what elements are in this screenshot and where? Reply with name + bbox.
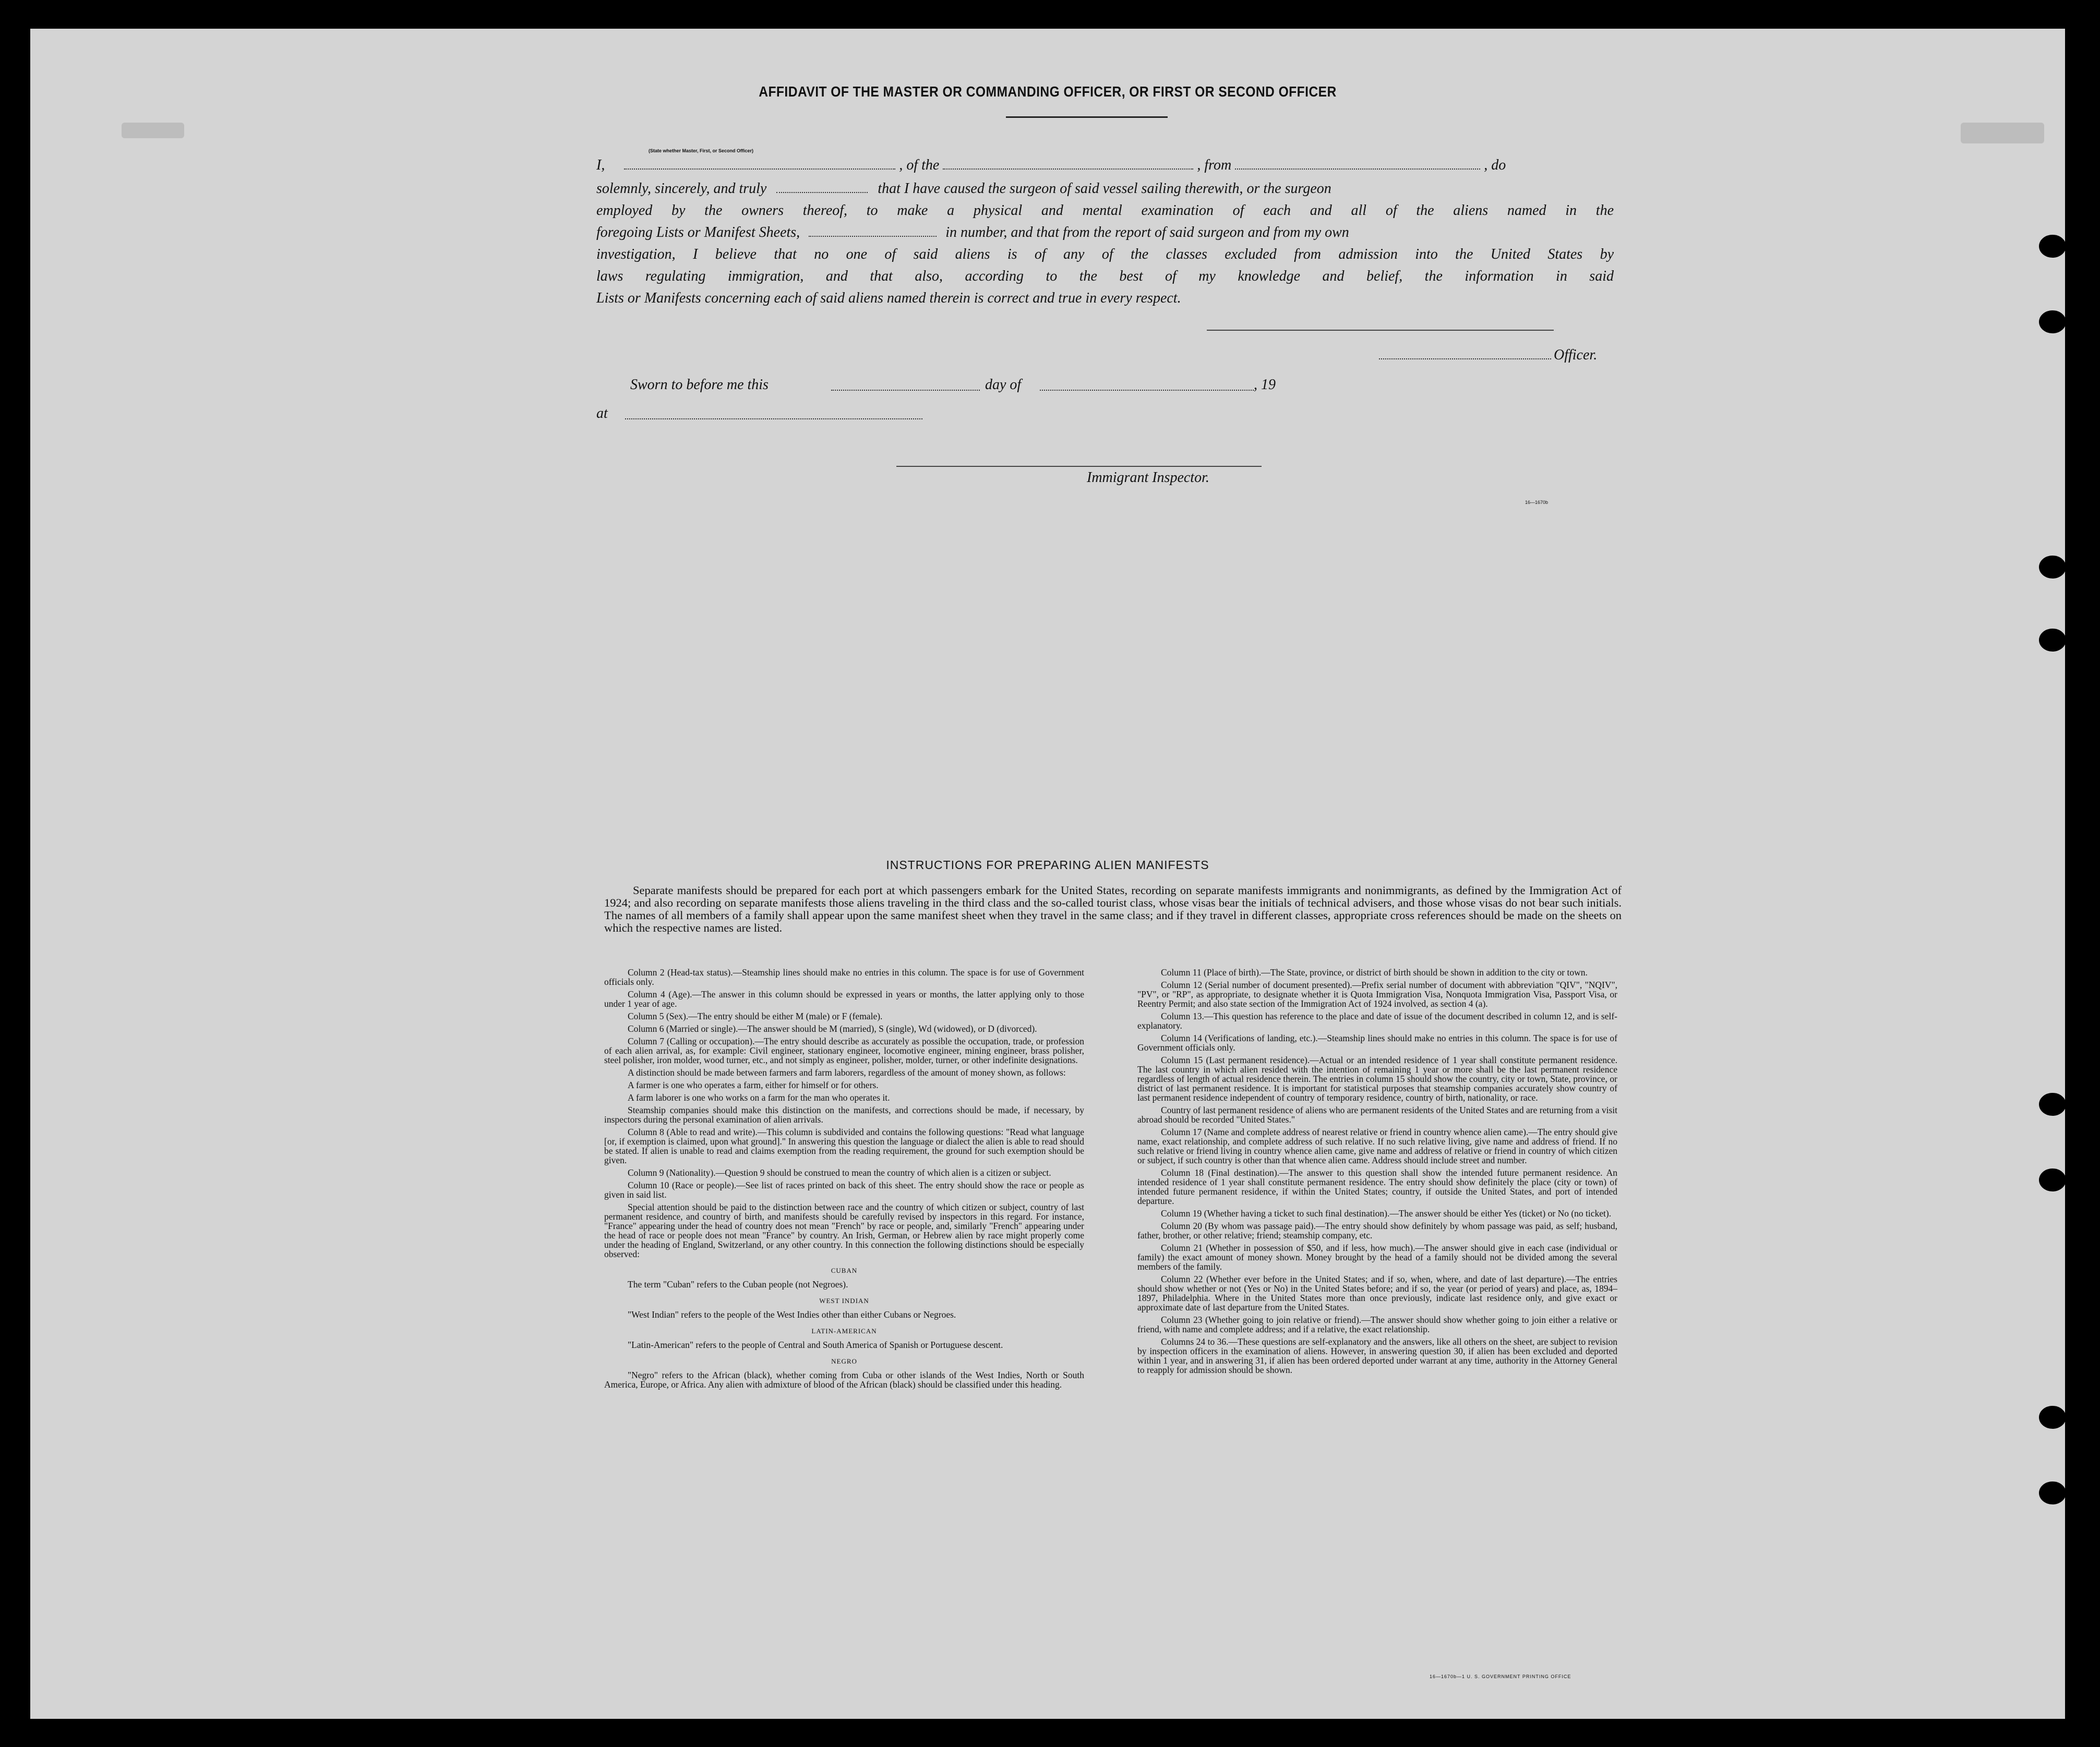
officer-label: Officer. [1554, 347, 1598, 363]
inspector-label: Immigrant Inspector. [1087, 469, 1209, 486]
smudge-mark [1961, 123, 2044, 143]
punch-hole [2039, 1093, 2066, 1116]
do-label: , do [1484, 157, 1506, 173]
vessel-name-field[interactable] [943, 162, 1193, 170]
instruction-paragraph: Column 8 (Able to read and write).—This column is subdivided and contains the following questions: "Read what language [or, if exemption is claimed, upon what ground]." In answering this question the language or dialect the alien is able to read should be stated. If alien is unable to read and claims exemption from the reading requirement, the ground for such exemption should be given. [604, 1127, 1084, 1165]
line4-end: in number, and that from the report of said surgeon and from my own [945, 224, 1349, 240]
instruction-paragraph: Column 10 (Race or people).—See list of races printed on back of this sheet. The entry should show the race or people as given in said list. [604, 1180, 1084, 1200]
punch-hole [2039, 556, 2066, 579]
officer-rank-field[interactable] [624, 162, 895, 170]
line5-text: investigation, I believe that no one of said aliens is of any of the classes excluded from admission into the United States by [596, 246, 1614, 262]
punch-hole [2039, 310, 2066, 333]
instruction-paragraph: Column 20 (By whom was passage paid).—The entry should show definitely by whom passage was paid, as self; husband, father, brother, or other relative; friend; steamship company, etc. [1137, 1221, 1617, 1240]
instruction-paragraph: Column 2 (Head-tax status).—Steamship lines should make no entries in this column. The space is for use of Government officials only. [604, 967, 1084, 987]
instruction-paragraph: A farmer is one who operates a farm, either for himself or for others. [628, 1080, 879, 1090]
line2-end: that I have caused the surgeon of said vessel sailing therewith, or the surgeon [878, 180, 1331, 197]
instruction-paragraph: Column 6 (Married or single).—The answer should be M (married), S (single), Wd (widowed), or D (divorced). [628, 1023, 1037, 1034]
line2-start: solemnly, sincerely, and truly [596, 180, 767, 197]
instruction-paragraph: Column 18 (Final destination).—The answer to this question shall show the intended future permanent residence. An intended residence of 1 year shall constitute permanent residence. The entry should show definitely the place (city or town) of intended future permanent residence, if within the United States; country, if outside the United States, and port of intended departure. [1137, 1167, 1617, 1206]
instructions-right-column [1137, 968, 1617, 1378]
instruction-paragraph: Column 17 (Name and complete address of nearest relative or friend in country whence alien came).—The entry should give name, exact relationship, and complete address of such relative. If no such relative living, give name and address of friend. If no such relative or friend living in country whence alien came, give name and address of relative or friend in country of which citizen or subject, if such country is other than that whence alien came. Address should include street and number. [1137, 1127, 1617, 1165]
punch-hole [2039, 1406, 2066, 1429]
cuban-heading: CUBAN [831, 1267, 858, 1274]
at-label: at [596, 405, 608, 421]
instruction-paragraph: Special attention should be paid to the distinction between race and the country of which citizen or subject, country of last permanent residence, and country of birth, and manifests should be carefully revised by inspectors in this regard. For instance, "France" appearing under the head of country does not mean "French" by race or people, and, similarly "French" appearing under the head of race or people does not mean "France" by country. An Irish, German, or Hebrew alien by race might properly come under the heading of England, Switzerland, or any other country. In this connection the following distinctions should be especially observed: [604, 1202, 1084, 1259]
line6-text: laws regulating immigration, and that also, according to the best of my knowledge and belief, the information in said [596, 268, 1614, 284]
negro-definition: "Negro" refers to the African (black), whether coming from Cuba or other islands of the West Indies, North or South America, Europe, or Africa. Any alien with admixture of blood of the African (black) should be classified under this heading. [604, 1370, 1084, 1390]
state-rank-note: (State whether Master, First, or Second Officer) [649, 148, 754, 153]
smudge-mark [122, 123, 184, 138]
of-the-label: , of the [899, 157, 940, 173]
line4-start: foregoing Lists or Manifest Sheets, [596, 224, 800, 240]
affidavit-line-4 [596, 224, 1614, 242]
instruction-paragraph: Column 11 (Place of birth).—The State, province, or district of birth should be shown in addition to the city or town. [1161, 967, 1588, 978]
officer-name-field[interactable] [1379, 352, 1551, 359]
printer-imprint: 16—1670b—1 U. S. GOVERNMENT PRINTING OFFICE [1430, 1674, 1571, 1679]
west-indian-heading: WEST INDIAN [819, 1297, 869, 1305]
instruction-paragraph: Column 14 (Verifications of landing, etc.).—Steamship lines should make no entries in this column. The space is for use of Government officials only. [1137, 1033, 1617, 1053]
negro-heading: NEGRO [831, 1357, 857, 1365]
line3-text: employed by the owners thereof, to make a physical and mental examination of each and all of the aliens named in the [596, 202, 1614, 219]
sworn-day-field[interactable] [831, 383, 980, 391]
instruction-paragraph: Column 4 (Age).—The answer in this column should be expressed in years or months, the latter applying only to those under 1 year of age. [604, 989, 1084, 1009]
instruction-paragraph: Column 13.—This question has reference to the place and date of issue of the document described in column 12, and is self-explanatory. [1137, 1011, 1617, 1031]
instructions-left-column [604, 968, 1084, 1392]
instruction-paragraph: Steamship companies should make this distinction on the manifests, and corrections should be made, if necessary, by inspectors during the personal examination of alien arrivals. [604, 1105, 1084, 1125]
sworn-place-field[interactable] [625, 412, 922, 419]
instruction-paragraph: Column 21 (Whether in possession of $50, and if less, how much).—The answer should give in each case (individual or family) the exact amount of money shown. Money brought by the head of a family should not be divided among the several members of the family. [1137, 1243, 1617, 1272]
instruction-paragraph: Column 9 (Nationality).—Question 9 should be construed to mean the country of which alien is a citizen or subject. [628, 1167, 1051, 1178]
instruction-paragraph: Column 5 (Sex).—The entry should be either M (male) or F (female). [628, 1011, 883, 1021]
instructions-title: INSTRUCTIONS FOR PREPARING ALIEN MANIFESTS [886, 858, 1209, 872]
day-of-label: day of [985, 377, 1022, 393]
punch-hole [2039, 1168, 2066, 1191]
sworn-label: Sworn to before me this [630, 377, 769, 393]
number-of-sheets-field[interactable] [809, 230, 937, 237]
i-word: I, [596, 157, 605, 173]
manifest-back-sheet [30, 29, 2065, 1719]
instruction-paragraph: Country of last permanent residence of aliens who are permanent residents of the United States and are returning from a visit abroad should be recorded "United States." [1137, 1105, 1617, 1125]
affidavit-title: AFFIDAVIT OF THE MASTER OR COMMANDING OFFICER, OR FIRST OR SECOND OFFICER [759, 83, 1337, 100]
cuban-definition: The term "Cuban" refers to the Cuban people (not Negroes). [628, 1279, 848, 1290]
instruction-paragraph: Column 12 (Serial number of document presented).—Prefix serial number of document with abbreviation "QIV", "NQIV", "PV", or "RP", as appropriate, to designate whether it is Quota Immigration Visa, Nonquota Immigration Visa, Passport Visa, or Reentry Permit; and also state section of the Immigration Act of 1924 involved, as section 4 (a). [1137, 980, 1617, 1009]
affidavit-line-1 [596, 156, 1614, 174]
title-divider [1006, 116, 1168, 118]
inspector-signature-line[interactable] [896, 466, 1262, 467]
affidavit-line-2 [596, 180, 1614, 198]
officer-signature-line[interactable] [1207, 330, 1554, 331]
oath-field[interactable] [776, 186, 868, 193]
affidavit-line-6 [596, 268, 1614, 285]
instruction-paragraph: Column 19 (Whether having a ticket to such final destination).—The answer should be either Yes (ticket) or No (no ticket). [1161, 1208, 1612, 1219]
instruction-paragraph: Column 23 (Whether going to join relative or friend).—The answer should show whether going to join either a relative or friend, with name and complete address; and if a relative, the exact relationship. [1137, 1315, 1617, 1334]
latin-american-definition: "Latin-American" refers to the people of Central and South America of Spanish or Portuguese descent. [628, 1340, 1003, 1350]
affidavit-line-5 [596, 246, 1614, 263]
latin-american-heading: LATIN-AMERICAN [811, 1327, 877, 1335]
affidavit-line-7 [596, 290, 1614, 307]
punch-hole [2039, 629, 2066, 652]
punch-hole [2039, 235, 2066, 258]
instruction-paragraph: Column 7 (Calling or occupation).—The entry should describe as accurately as possible the occupation, trade, or profession of each alien arrival, as, for example: Civil engineer, stationary engineer, locomotive engineer, mining engineer, brass polisher, steel polisher, iron molder, wood turner, etc., and not simply as engineer, polisher, molder, turner, or other indefinite designations. [604, 1036, 1084, 1065]
instruction-paragraph: A distinction should be made between farmers and farm laborers, regardless of the amount of money shown, as follows: [628, 1067, 1066, 1078]
port-from-field[interactable] [1235, 162, 1480, 170]
instruction-paragraph: Columns 24 to 36.—These questions are self-explanatory and the answers, like all others on the sheet, are subject to revision by inspection officers in the examination of aliens. However, in answering question 30, if alien has been excluded and deported within 1 year, and in answering 31, if alien has been ordered deported under warrant at any time, authority in the Attorney General to reapply for admission should be shown. [1137, 1336, 1617, 1375]
instruction-paragraph: Column 22 (Whether ever before in the United States; and if so, when, where, and date of last departure).—The entries should show whether or not (Yes or No) in the United States before; and if so, the year (or period of years) and place, as, 1894–1897, Philadelphia. Where in the United States more than once previously, indicate last residence only, and give exact or approximate date of last departure from the United States. [1137, 1274, 1617, 1312]
sworn-month-field[interactable] [1040, 383, 1254, 391]
instruction-paragraph: Column 15 (Last permanent residence).—Actual or an intended residence of 1 year shall constitute permanent residence. The last country in which alien resided with the intention of remaining 1 year or more shall be the last permanent residence regardless of length of actual residence therein. The entries in column 15 should show the country, city or town, State, province, or district of last permanent residence. It is important for statistical purposes that steamship companies accurately show country of last permanent residence independent of country of temporary residence, country of birth, nationality, or race. [1137, 1055, 1617, 1103]
form-number: 16—1670b [1525, 500, 1549, 505]
year-label: , 19 [1254, 377, 1276, 393]
from-label: , from [1197, 157, 1232, 173]
punch-hole [2039, 1481, 2066, 1504]
instructions-intro: Separate manifests should be prepared for each port at which passengers embark for the United States, recording on separate manifests immigrants and nonimmigrants, as defined by the Immigration Act of 1924; and also recording on separate manifests those aliens traveling in the third class and the so-called tourist class, whose visas bear the initials of technical advisers, and those whose visas do not bear such initials. The names of all members of a family shall appear upon the same manifest sheet when they travel in the same class; and if they travel in different classes, appropriate cross references should be made on the sheets on which the respective names are listed. [604, 884, 1622, 934]
line7-text: Lists or Manifests concerning each of said aliens named therein is correct and true in every respect. [596, 290, 1181, 306]
instruction-paragraph: A farm laborer is one who works on a farm for the man who operates it. [628, 1092, 890, 1103]
affidavit-line-3 [596, 202, 1614, 220]
west-indian-definition: "West Indian" refers to the people of the West Indies other than either Cubans or Negroes. [628, 1309, 956, 1320]
